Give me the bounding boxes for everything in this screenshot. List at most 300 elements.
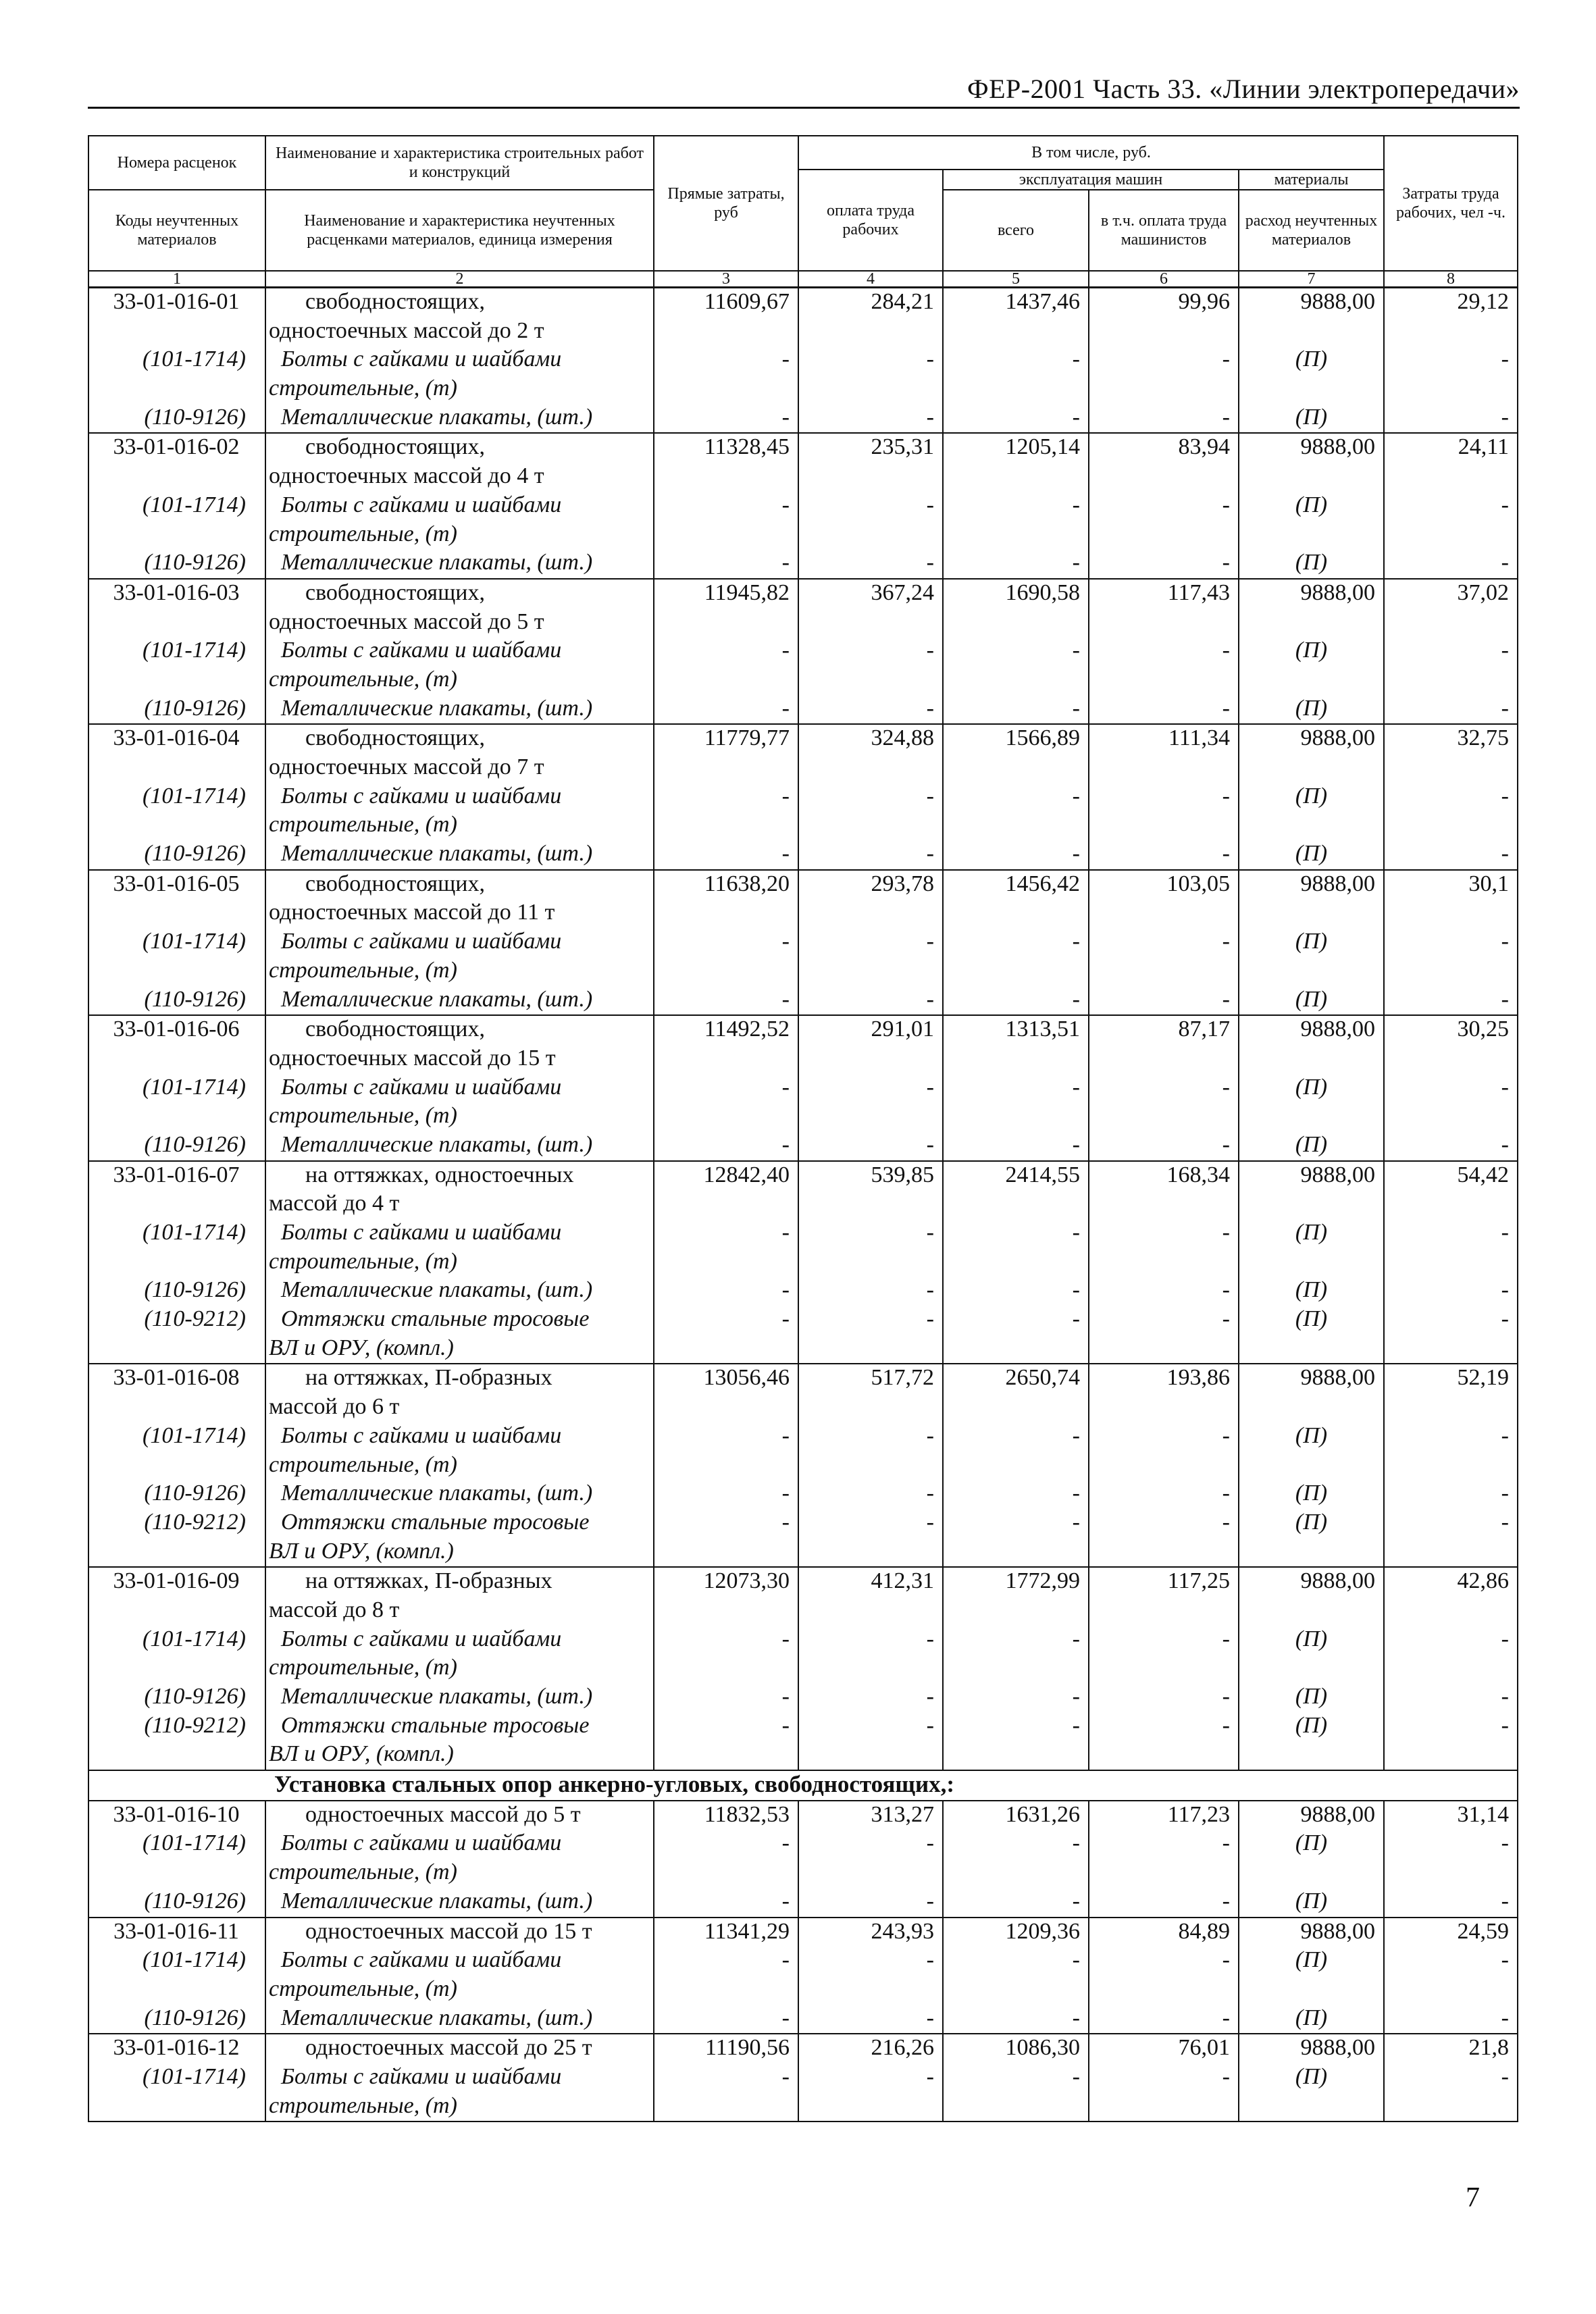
material-code: (101-1714) (88, 2063, 265, 2092)
empty-cell (1384, 1538, 1518, 1568)
empty-cell (1239, 754, 1384, 783)
empty-cell (88, 609, 265, 638)
table-row (88, 928, 1518, 957)
empty-cell (943, 463, 1089, 492)
labor-pay: 324,88 (798, 724, 943, 754)
dash: - (798, 1830, 943, 1859)
table-row (88, 986, 1518, 1016)
empty-cell (1239, 1597, 1384, 1626)
materials-cost: 9888,00 (1239, 870, 1384, 900)
header-col4: оплата труда рабочих (798, 170, 943, 271)
empty-cell (1089, 1190, 1239, 1219)
material-code: (101-1714) (88, 637, 265, 666)
dash: - (654, 1306, 798, 1335)
table-row (88, 754, 1518, 783)
dash: - (1384, 404, 1518, 434)
dash: - (943, 549, 1089, 579)
empty-cell (798, 2092, 943, 2122)
table-row (88, 433, 1518, 463)
labor-hours: 42,86 (1384, 1567, 1518, 1597)
empty-cell (88, 1654, 265, 1683)
material-code: (110-9212) (88, 1712, 265, 1741)
dash: - (654, 1277, 798, 1306)
labor-pay: 235,31 (798, 433, 943, 463)
work-name: на оттяжках, одностоечных (265, 1161, 654, 1191)
price-code: 33-01-016-09 (88, 1567, 265, 1597)
dash: - (654, 1219, 798, 1248)
empty-cell (1384, 2092, 1518, 2122)
direct-costs: 11832,53 (654, 1801, 798, 1830)
machines-total: 1437,46 (943, 288, 1089, 317)
dash: - (798, 986, 943, 1016)
section-header-row (88, 1770, 1518, 1801)
table-row (88, 1712, 1518, 1741)
header-materials-group: материалы (1239, 170, 1384, 190)
empty-cell (88, 666, 265, 695)
name-continuation: строительные, (т) (265, 666, 654, 695)
dash: - (1089, 1947, 1239, 1976)
labor-pay: 291,01 (798, 1015, 943, 1045)
dash: - (1384, 1683, 1518, 1712)
dash: - (943, 1626, 1089, 1655)
empty-cell (943, 1741, 1089, 1770)
empty-cell (943, 1393, 1089, 1422)
materials-mark: (П) (1239, 1074, 1384, 1103)
dash: - (943, 1888, 1089, 1918)
direct-costs: 11341,29 (654, 1918, 798, 1947)
machinist-pay: 76,01 (1089, 2034, 1239, 2063)
dash: - (1384, 1131, 1518, 1161)
dash: - (654, 1422, 798, 1451)
empty-cell (943, 609, 1089, 638)
empty-cell (1089, 1741, 1239, 1770)
empty-cell (1239, 957, 1384, 986)
machinist-pay: 117,23 (1089, 1801, 1239, 1830)
labor-pay: 243,93 (798, 1918, 943, 1947)
dash: - (1384, 1422, 1518, 1451)
materials-mark: (П) (1239, 2063, 1384, 2092)
dash: - (1089, 1626, 1239, 1655)
dash: - (943, 2063, 1089, 2092)
table-row (88, 579, 1518, 609)
machinist-pay: 99,96 (1089, 288, 1239, 317)
table-row (88, 1277, 1518, 1306)
dash: - (798, 928, 943, 957)
empty-cell (1239, 2092, 1384, 2122)
table-row (88, 1306, 1518, 1335)
work-name: одностоечных массой до 5 т (265, 1801, 654, 1830)
empty-cell (1384, 317, 1518, 346)
materials-cost: 9888,00 (1239, 288, 1384, 317)
direct-costs: 11945,82 (654, 579, 798, 609)
table-row (88, 1451, 1518, 1481)
dash: - (943, 840, 1089, 870)
table-row (88, 811, 1518, 840)
table-row (88, 1364, 1518, 1393)
empty-cell (88, 1597, 265, 1626)
col-number: 2 (265, 271, 654, 288)
machines-total: 1209,36 (943, 1918, 1089, 1947)
empty-cell (798, 1976, 943, 2005)
empty-cell (654, 1654, 798, 1683)
name-continuation: строительные, (т) (265, 957, 654, 986)
dash: - (943, 1683, 1089, 1712)
table-row (88, 1393, 1518, 1422)
empty-cell (798, 1393, 943, 1422)
empty-cell (88, 1976, 265, 2005)
dash: - (943, 1509, 1089, 1538)
empty-cell (798, 666, 943, 695)
table-row (88, 1190, 1518, 1219)
machines-total: 1631,26 (943, 1801, 1089, 1830)
machines-total: 2650,74 (943, 1364, 1089, 1393)
table-row (88, 1918, 1518, 1947)
dash: - (943, 1306, 1089, 1335)
material-name: Металлические плакаты, (шт.) (265, 549, 654, 579)
materials-mark: (П) (1239, 928, 1384, 957)
name-continuation: ВЛ и ОРУ, (компл.) (265, 1335, 654, 1364)
col-number: 5 (943, 271, 1089, 288)
table-row (88, 1102, 1518, 1131)
empty-cell (88, 1451, 265, 1481)
empty-cell (798, 899, 943, 928)
name-continuation: массой до 6 т (265, 1393, 654, 1422)
empty-cell (654, 2092, 798, 2122)
labor-pay: 313,27 (798, 1801, 943, 1830)
material-code: (110-9126) (88, 549, 265, 579)
empty-cell (654, 609, 798, 638)
dash: - (1089, 346, 1239, 375)
dash: - (1089, 549, 1239, 579)
machinist-pay: 83,94 (1089, 433, 1239, 463)
price-code: 33-01-016-07 (88, 1161, 265, 1191)
material-name: Болты с гайками и шайбами (265, 783, 654, 812)
dash: - (798, 1509, 943, 1538)
empty-cell (1384, 1335, 1518, 1364)
direct-costs: 12842,40 (654, 1161, 798, 1191)
work-name: на оттяжках, П-образных (265, 1567, 654, 1597)
work-name: свободностоящих, (265, 433, 654, 463)
material-code: (110-9212) (88, 1509, 265, 1538)
dash: - (943, 346, 1089, 375)
direct-costs: 13056,46 (654, 1364, 798, 1393)
empty-cell (88, 754, 265, 783)
empty-cell (654, 1335, 798, 1364)
price-code: 33-01-016-12 (88, 2034, 265, 2063)
empty-cell (654, 1248, 798, 1277)
machines-total: 1690,58 (943, 579, 1089, 609)
material-name: Болты с гайками и шайбами (265, 346, 654, 375)
dash: - (1384, 637, 1518, 666)
materials-mark: (П) (1239, 2005, 1384, 2034)
empty-cell (1089, 1859, 1239, 1888)
table-row (88, 609, 1518, 638)
dash: - (1089, 1422, 1239, 1451)
price-code: 33-01-016-11 (88, 1918, 265, 1947)
empty-cell (943, 811, 1089, 840)
name-continuation: строительные, (т) (265, 1248, 654, 1277)
empty-cell (88, 1045, 265, 1074)
empty-cell (1239, 899, 1384, 928)
header-group: В том числе, руб. (798, 136, 1384, 170)
material-code: (110-9126) (88, 1131, 265, 1161)
table-row (88, 666, 1518, 695)
materials-mark: (П) (1239, 783, 1384, 812)
dash: - (798, 1131, 943, 1161)
empty-cell (88, 1741, 265, 1770)
empty-cell (1239, 1335, 1384, 1364)
empty-cell (1089, 375, 1239, 404)
empty-cell (798, 1654, 943, 1683)
table-row (88, 1248, 1518, 1277)
name-continuation: строительные, (т) (265, 2092, 654, 2122)
empty-cell (943, 957, 1089, 986)
dash: - (654, 928, 798, 957)
empty-cell (798, 1538, 943, 1568)
empty-cell (943, 2092, 1089, 2122)
dash: - (1089, 928, 1239, 957)
dash: - (1384, 1219, 1518, 1248)
empty-cell (1239, 1393, 1384, 1422)
table-row (88, 1626, 1518, 1655)
empty-cell (1239, 609, 1384, 638)
empty-cell (1089, 2092, 1239, 2122)
table-row (88, 1947, 1518, 1976)
dash: - (943, 2005, 1089, 2034)
material-name: Металлические плакаты, (шт.) (265, 1888, 654, 1918)
dash: - (943, 1480, 1089, 1509)
dash: - (798, 1074, 943, 1103)
material-code: (101-1714) (88, 1830, 265, 1859)
empty-cell (798, 1102, 943, 1131)
material-name: Металлические плакаты, (шт.) (265, 1683, 654, 1712)
dash: - (1384, 1480, 1518, 1509)
dash: - (654, 1480, 798, 1509)
empty-cell (1384, 1045, 1518, 1074)
materials-cost: 9888,00 (1239, 1801, 1384, 1830)
table-row (88, 404, 1518, 434)
dash: - (654, 783, 798, 812)
empty-cell (1089, 1654, 1239, 1683)
empty-cell (1089, 1045, 1239, 1074)
labor-hours: 24,59 (1384, 1918, 1518, 1947)
table-row (88, 1480, 1518, 1509)
dash: - (798, 695, 943, 725)
dash: - (943, 695, 1089, 725)
empty-cell (1089, 1393, 1239, 1422)
dash: - (1384, 549, 1518, 579)
page-number: 7 (1466, 2182, 1480, 2213)
machines-total: 1772,99 (943, 1567, 1089, 1597)
dash: - (1384, 1074, 1518, 1103)
materials-cost: 9888,00 (1239, 579, 1384, 609)
table-row (88, 463, 1518, 492)
table-row (88, 1015, 1518, 1045)
price-table (88, 135, 1518, 2122)
dash: - (798, 1626, 943, 1655)
empty-cell (1089, 1335, 1239, 1364)
material-code: (101-1714) (88, 928, 265, 957)
table-row (88, 1509, 1518, 1538)
empty-cell (1089, 957, 1239, 986)
empty-cell (798, 1045, 943, 1074)
dash: - (1089, 1074, 1239, 1103)
labor-pay: 412,31 (798, 1567, 943, 1597)
dash: - (654, 346, 798, 375)
name-continuation: одностоечных массой до 7 т (265, 754, 654, 783)
dash: - (798, 1947, 943, 1976)
empty-cell (1089, 899, 1239, 928)
machinist-pay: 87,17 (1089, 1015, 1239, 1045)
empty-cell (654, 317, 798, 346)
dash: - (1384, 492, 1518, 521)
machines-total: 1456,42 (943, 870, 1089, 900)
empty-cell (798, 754, 943, 783)
dash: - (1384, 1626, 1518, 1655)
materials-mark: (П) (1239, 1509, 1384, 1538)
material-name: Оттяжки стальные тросовые (265, 1712, 654, 1741)
empty-cell (654, 811, 798, 840)
empty-cell (798, 609, 943, 638)
materials-mark: (П) (1239, 1422, 1384, 1451)
empty-cell (798, 811, 943, 840)
empty-cell (1239, 1248, 1384, 1277)
empty-cell (654, 521, 798, 550)
dash: - (943, 783, 1089, 812)
empty-cell (1089, 463, 1239, 492)
empty-cell (654, 1045, 798, 1074)
price-code: 33-01-016-01 (88, 288, 265, 317)
empty-cell (88, 1538, 265, 1568)
dash: - (1089, 1683, 1239, 1712)
empty-cell (798, 1335, 943, 1364)
material-name: Болты с гайками и шайбами (265, 1626, 654, 1655)
dash: - (654, 840, 798, 870)
empty-cell (1384, 1741, 1518, 1770)
empty-cell (943, 317, 1089, 346)
name-continuation: строительные, (т) (265, 1102, 654, 1131)
materials-mark: (П) (1239, 1626, 1384, 1655)
name-continuation: строительные, (т) (265, 375, 654, 404)
table-row (88, 1074, 1518, 1103)
dash: - (1384, 1830, 1518, 1859)
materials-mark: (П) (1239, 346, 1384, 375)
labor-hours: 54,42 (1384, 1161, 1518, 1191)
labor-pay: 284,21 (798, 288, 943, 317)
empty-cell (943, 375, 1089, 404)
empty-cell (943, 754, 1089, 783)
empty-cell (88, 1393, 265, 1422)
material-name: Металлические плакаты, (шт.) (265, 2005, 654, 2034)
direct-costs: 11779,77 (654, 724, 798, 754)
dash: - (654, 492, 798, 521)
dash: - (1089, 2005, 1239, 2034)
machinist-pay: 111,34 (1089, 724, 1239, 754)
material-name: Оттяжки стальные тросовые (265, 1306, 654, 1335)
empty-cell (654, 463, 798, 492)
empty-cell (1384, 521, 1518, 550)
empty-cell (798, 1741, 943, 1770)
material-name: Болты с гайками и шайбами (265, 1830, 654, 1859)
material-code: (101-1714) (88, 1422, 265, 1451)
empty-cell (1239, 1654, 1384, 1683)
materials-mark: (П) (1239, 1306, 1384, 1335)
empty-cell (654, 899, 798, 928)
empty-cell (1384, 957, 1518, 986)
dash: - (654, 637, 798, 666)
empty-cell (1384, 375, 1518, 404)
price-code: 33-01-016-02 (88, 433, 265, 463)
material-name: Болты с гайками и шайбами (265, 492, 654, 521)
machines-total: 1086,30 (943, 2034, 1089, 2063)
empty-cell (943, 666, 1089, 695)
table-row (88, 1335, 1518, 1364)
price-code: 33-01-016-05 (88, 870, 265, 900)
material-name: Металлические плакаты, (шт.) (265, 840, 654, 870)
empty-cell (654, 1597, 798, 1626)
running-header: ФЕР-2001 Часть 33. «Линии электропередачи» (967, 74, 1520, 104)
dash: - (1089, 840, 1239, 870)
dash: - (943, 1074, 1089, 1103)
col-number: 7 (1239, 271, 1384, 288)
table-row (88, 637, 1518, 666)
name-continuation: строительные, (т) (265, 1654, 654, 1683)
empty-cell (943, 1859, 1089, 1888)
work-name: свободностоящих, (265, 288, 654, 317)
empty-cell (1384, 754, 1518, 783)
labor-pay: 539,85 (798, 1161, 943, 1191)
table-row (88, 840, 1518, 870)
price-code: 33-01-016-08 (88, 1364, 265, 1393)
labor-pay: 216,26 (798, 2034, 943, 2063)
dash: - (654, 1074, 798, 1103)
materials-mark: (П) (1239, 986, 1384, 1016)
empty-cell (1384, 1190, 1518, 1219)
dash: - (1089, 492, 1239, 521)
table-row (88, 1597, 1518, 1626)
empty-cell (1239, 1102, 1384, 1131)
empty-cell (1089, 754, 1239, 783)
empty-cell (1089, 521, 1239, 550)
empty-cell (1384, 1451, 1518, 1481)
empty-cell (88, 463, 265, 492)
dash: - (798, 1480, 943, 1509)
empty-cell (654, 1451, 798, 1481)
table-row (88, 1219, 1518, 1248)
dash: - (654, 1888, 798, 1918)
empty-cell (1239, 1190, 1384, 1219)
dash: - (1384, 1888, 1518, 1918)
material-code: (101-1714) (88, 1074, 265, 1103)
table-row (88, 695, 1518, 725)
name-continuation: одностоечных массой до 4 т (265, 463, 654, 492)
price-code: 33-01-016-04 (88, 724, 265, 754)
materials-mark: (П) (1239, 840, 1384, 870)
table-row (88, 375, 1518, 404)
material-code: (101-1714) (88, 1626, 265, 1655)
machinist-pay: 117,25 (1089, 1567, 1239, 1597)
dash: - (798, 1683, 943, 1712)
empty-cell (654, 957, 798, 986)
empty-cell (943, 521, 1089, 550)
labor-hours: 52,19 (1384, 1364, 1518, 1393)
name-continuation: ВЛ и ОРУ, (компл.) (265, 1741, 654, 1770)
work-name: на оттяжках, П-образных (265, 1364, 654, 1393)
header-col5: всего (943, 190, 1089, 271)
dash: - (1384, 783, 1518, 812)
empty-cell (88, 2092, 265, 2122)
empty-cell (654, 1859, 798, 1888)
